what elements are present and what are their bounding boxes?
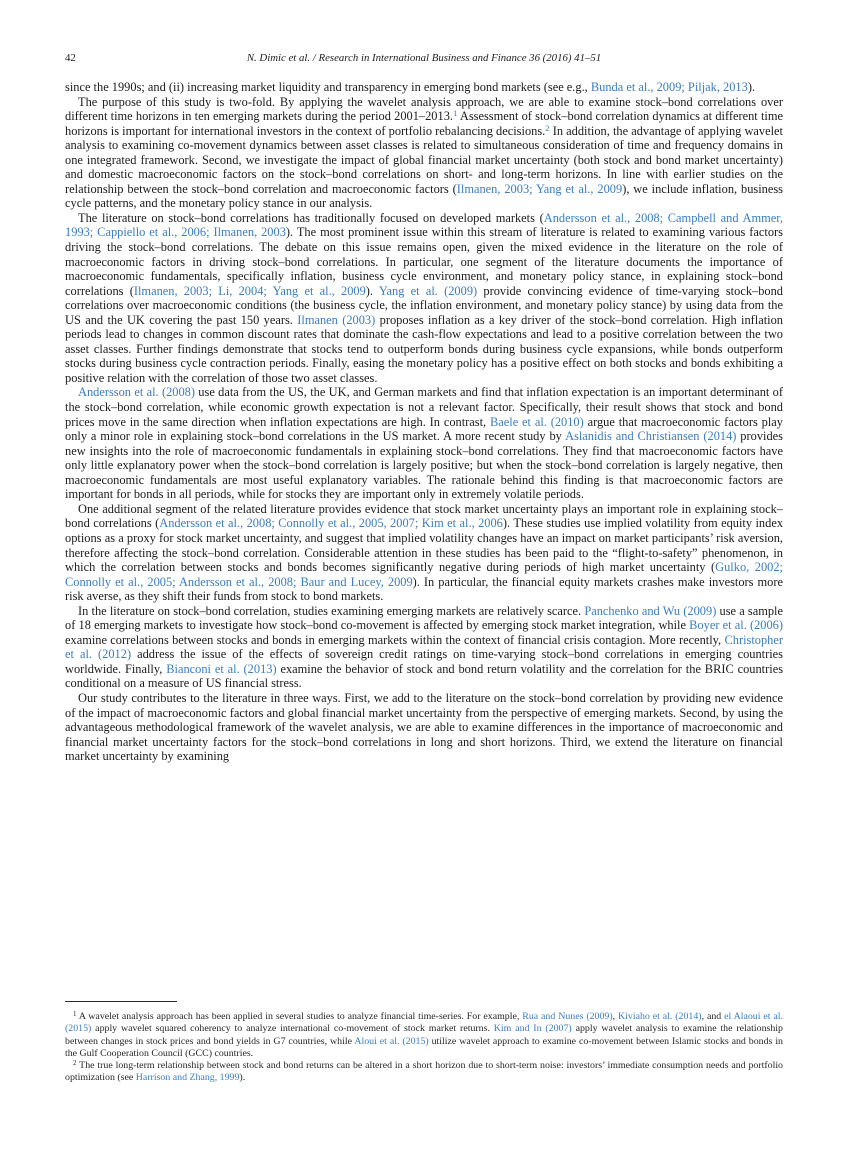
text-run: argue that macroeconomic factors play only a minor role in explaining stock–bond correlations in the US market. A more recent study by [65, 414, 783, 444]
text-run: ). [365, 283, 379, 298]
text-run: ). The most prominent issue within this stream of literature is related to examining various factors driving the stock–bond correlations. The debate on this issue remains open, given the mixed evidence in the literature on the role of macroeconomic factors in driving stock–bond correlations. In particular, one segment of the literature documents the importance of macroeconomic fundamentals, specifically inflation, business cycle environment, and monetary policy stance, in explaining stock–bond correlations ( [65, 225, 783, 298]
citation-link[interactable]: Christopher et al. (2012) [65, 632, 783, 662]
footnote [65, 1011, 783, 1060]
footnote-marker: 2 [73, 1060, 77, 1068]
page-number: 42 [65, 52, 76, 64]
text-run: The purpose of this study is two-fold. By applying the wavelet analysis approach, we are able to examine stock–bond correlations over different time horizons in ten emerging markets during the period 2001–2013. [65, 94, 783, 124]
text-run: Assessment of stock–bond correlation dynamics at different time horizons is important for international investors in the context of portfolio rebalancing decisions. [65, 109, 783, 138]
text-run: In addition, the advantage of applying wavelet analysis to examining co-movement dynamics between asset classes is related to simultaneous consideration of time and frequency domains in one integrated framework. Second, we investigate the impact of global financial market uncertainty (both stock and bond market uncertainty) and domestic macroeconomic factors on the stock–bond correlations on short- and long-term horizons. In line with earlier studies on the relationship between the stock–bond correlation and macroeconomic factors ( [65, 123, 783, 196]
text-run: provide convincing evidence of time-varying stock–bond correlations over macroeconomic conditions (the business cycle, the inflation environment, and monetary policy stance) by using data from the US and the UK covering the past 150 years. [65, 283, 783, 327]
text-run: since the 1990s; and (ii) increasing market liquidity and transparency in emerging bond markets (see e.g., [65, 80, 591, 94]
text-run: ). These studies use implied volatility from equity index options as a proxy for stock market uncertainty, and suggest that implied volatility changes have an impact on market participants’ risk aversion, therefore affecting the stock–bond correlation. Considerable attention in these studies has been paid to the “flight-to-safety” phenomenon, in which the correlation between stocks and bonds becomes significantly negative during periods of high market uncertainty ( [65, 516, 783, 575]
text-run: Our study contributes to the literature in three ways. First, we add to the literature on the stock–bond correlation by providing new evidence of the impact of macroeconomic factors and global financial market uncertainty from the perspective of emerging markets. Second, by using the advantageous methodological framework of the wavelet analysis, we are able to examine differences in the importance of macroeconomic and financial market uncertainty factors for the stock–bond correlations in long and short horizons. Third, we extend the literature on financial market uncertainty by examining [65, 690, 783, 764]
paragraph [65, 95, 783, 211]
text-run: use data from the US, the UK, and German markets and find that inflation expectation is an important determinant of the stock–bond correlation, while economic growth expectation is not a relevant factor. Specifically, their result shows that stock and bond prices move in the same direction when inflation expectations are high. In contrast, [65, 385, 783, 429]
paragraph [65, 385, 783, 501]
citation-link[interactable]: Panchenko and Wu (2009) [584, 603, 717, 618]
text-run: One additional segment of the related literature provides evidence that stock market uncertainty plays an important role in explaining stock–bond correlations ( [65, 501, 783, 531]
text-run: A wavelet analysis approach has been applied in several studies to analyze financial time-series. For example, [76, 1011, 523, 1022]
footnote-separator [65, 1001, 177, 1002]
citation-link[interactable]: Baele et al. (2010) [489, 414, 584, 429]
citation-link[interactable]: Ilmanen, 2003; Yang et al., 2009 [456, 181, 623, 196]
text-run: use a sample of 18 emerging markets to investigate how stock–bond co-movement is affected by emerging stock market integration, while [65, 603, 783, 633]
footnote-marker: 1 [73, 1010, 77, 1018]
citation-link[interactable]: Boyer et al. (2006) [689, 618, 783, 633]
text-run: examine correlations between stocks and bonds in emerging markets within the context of financial crisis contagion. More recently, [65, 632, 725, 647]
citation-link[interactable]: Bianconi et al. (2013) [166, 661, 277, 676]
citation-link[interactable]: Yang et al. (2009) [378, 283, 478, 298]
text-run: address the issue of the effects of sovereign credit ratings on time-varying stock–bond correlations in emerging countries worldwide. Finally, [65, 647, 783, 676]
citation-link[interactable]: Andersson et al. (2008) [78, 385, 195, 400]
citation-link[interactable]: Aslanidis and Christiansen (2014) [565, 429, 737, 444]
text-run: ), we include inflation, business cycle patterns, and the monetary policy stance in our analysis. [65, 181, 783, 211]
footnote-ref-link[interactable]: 1 [453, 108, 458, 119]
footnote-ref-link[interactable]: 2 [545, 122, 550, 133]
footnote [65, 1060, 783, 1085]
running-head: N. Dimic et al. / Research in International Business and Finance 36 (2016) 41–51 [246, 52, 602, 64]
paragraph [65, 691, 783, 764]
text-run: utilize wavelet approach to examine co-movement between Islamic stocks and bonds in the Gulf Cooperation Council (GCC) countries. [65, 1035, 783, 1059]
text-run: ). [239, 1072, 246, 1084]
citation-link[interactable]: Bunda et al., 2009; Piljak, 2013 [590, 80, 748, 94]
citation-link[interactable]: Kim and In (2007) [493, 1023, 572, 1035]
citation-link[interactable]: Kiviaho et al. (2014) [618, 1011, 702, 1022]
paragraph [65, 80, 783, 95]
text-run: apply wavelet analysis to examine the relationship between changes in stock prices and bond yields in G7 countries, while [65, 1023, 783, 1047]
citation-link[interactable]: Ilmanen, 2003; Li, 2004; Yang et al., 2009 [133, 283, 366, 298]
citation-link[interactable]: Rua and Nunes (2009) [522, 1011, 613, 1022]
footnotes [65, 1001, 783, 1085]
citation-link[interactable]: Gulko, 2002; Connolly et al., 2005; Andersson et al., 2008; Baur and Lucey, 2009 [65, 560, 783, 589]
text-run: , [612, 1011, 619, 1022]
text-run: The true long-term relationship between stock and bond returns can be altered in a short horizon due to short-term noise: investors’ immediate consumption needs and portfolio optimization (see [65, 1060, 783, 1084]
body-text [65, 80, 783, 764]
citation-link[interactable]: Harrison and Zhang, 1999 [135, 1072, 240, 1084]
citation-link[interactable]: Ilmanen (2003) [297, 312, 376, 327]
citation-link[interactable]: Aloui et al. (2015) [354, 1035, 429, 1047]
text-run: ). [747, 80, 756, 94]
citation-link[interactable]: Andersson et al., 2008; Campbell and Ammer, 1993; Cappiello et al., 2006; Ilmanen, 2003 [65, 210, 783, 240]
citation-link[interactable]: el Alaoui et al. (2015) [65, 1011, 783, 1035]
paragraph [65, 211, 783, 386]
text-run: The literature on stock–bond correlations has traditionally focused on developed markets ( [78, 210, 544, 225]
text-run: provides new insights into the role of macroeconomic fundamentals in explaining stock–bond correlations. They find that macroeconomic factors have only little explanatory power when the stock–bond correlation is largely positive; but when the stock–bond correlation is largely negative, then macroeconomic fundamentals are most useful explanatory variables. The rationale behind this finding is that macroeconomic factors are important for bonds in all periods, while for stocks they are important only in extremely volatile periods. [65, 429, 783, 502]
text-run: ). In particular, the financial equity markets crashes make investors more risk averse, as they shift their funds from stock to bond markets. [65, 574, 783, 604]
paragraph [65, 502, 783, 604]
text-run: proposes inflation as a key driver of the stock–bond correlation. High inflation periods lead to changes in common discount rates that dominate the cash-flow expectations and lead to a positive correlation between the two asset classes. Further findings demonstrate that stocks tend to outperform bonds during business cycle expansions, while bonds outperform stocks during business cycle contraction periods. Finally, easing the monetary policy has a positive effect on both stocks and bonds exhibiting a positive relation with the correlation of those two asset classes. [65, 312, 783, 385]
text-run: In the literature on stock–bond correlation, studies examining emerging markets are relatively scarce. [78, 603, 585, 618]
footnote-list [65, 1011, 783, 1085]
text-run: examine the behavior of stock and bond return volatility and the correlation for the BRIC countries conditional on a measure of US financial stress. [65, 661, 783, 691]
text-run: apply wavelet squared coherency to analyze international co-movement of stock market returns. [91, 1023, 494, 1035]
text-run: , and [701, 1011, 725, 1022]
page-header [65, 52, 783, 65]
paragraph [65, 604, 783, 691]
citation-link[interactable]: Andersson et al., 2008; Connolly et al., 2005, 2007; Kim et al., 2006 [159, 516, 503, 531]
